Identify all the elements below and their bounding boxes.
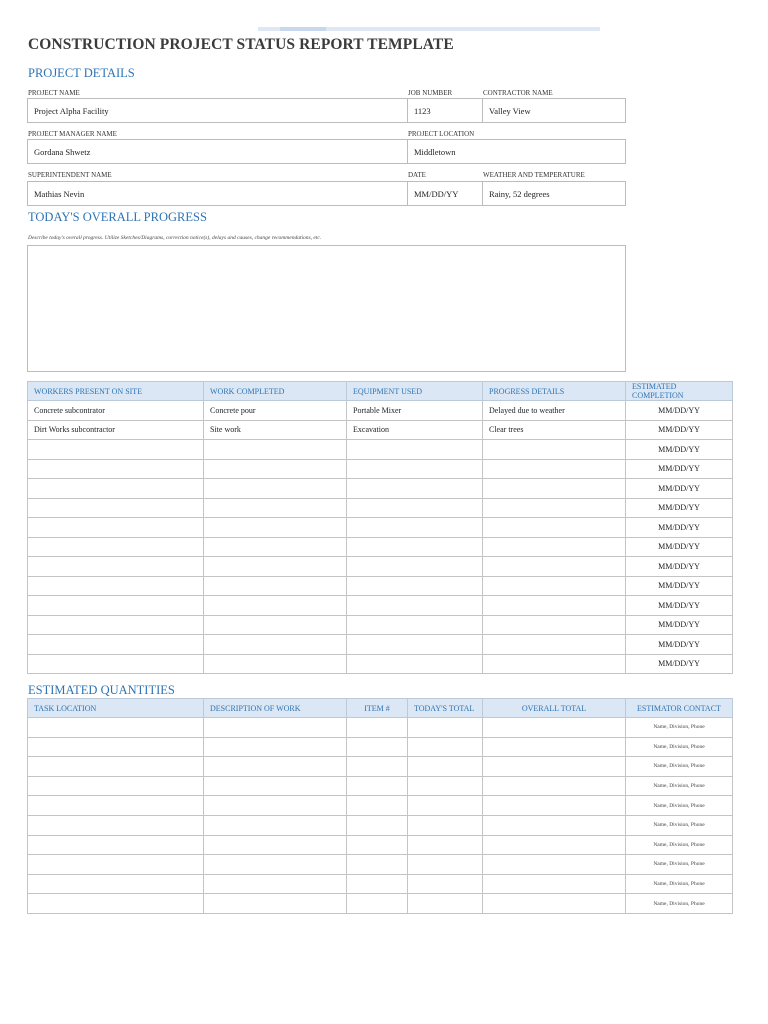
overall-total-cell[interactable] [483, 894, 626, 914]
overall-total-cell[interactable] [483, 796, 626, 816]
estimated-completion-cell[interactable]: MM/DD/YY [626, 654, 733, 674]
project-location-label: PROJECT LOCATION [408, 130, 475, 138]
estimator-contact-cell[interactable]: Name, Division, Phone [626, 874, 733, 894]
job-number-field[interactable]: 1123 [407, 98, 483, 123]
table-row [28, 815, 733, 835]
quantities-header-row [28, 699, 733, 718]
task-location-cell[interactable] [28, 776, 204, 796]
estimated-completion-cell[interactable]: MM/DD/YY [626, 576, 733, 596]
top-accent-segment [280, 27, 326, 31]
table-row [28, 737, 733, 757]
table-row [28, 459, 733, 479]
overall-total-cell[interactable] [483, 815, 626, 835]
description-cell[interactable] [204, 718, 347, 738]
overall-total-cell[interactable] [483, 835, 626, 855]
estimator-contact-cell[interactable]: Name, Division, Phone [626, 718, 733, 738]
estimated-completion-cell[interactable]: MM/DD/YY [626, 479, 733, 499]
item-number-cell[interactable] [347, 757, 408, 777]
todays-total-cell[interactable] [408, 718, 483, 738]
item-number-cell[interactable] [347, 835, 408, 855]
progress-details-cell[interactable] [483, 654, 626, 674]
table-row [28, 518, 733, 538]
table-row [28, 615, 733, 635]
equipment-cell[interactable] [347, 498, 483, 518]
project-manager-label: PROJECT MANAGER NAME [28, 130, 117, 138]
equipment-cell[interactable] [347, 518, 483, 538]
task-location-cell[interactable] [28, 835, 204, 855]
progress-details-cell[interactable] [483, 635, 626, 655]
progress-details-cell[interactable] [483, 479, 626, 499]
table-row [28, 855, 733, 875]
estimator-contact-cell[interactable]: Name, Division, Phone [626, 796, 733, 816]
table-row [28, 576, 733, 596]
item-number-cell[interactable] [347, 855, 408, 875]
top-accent-bar [258, 27, 600, 31]
work-completed-cell[interactable]: Concrete pour [204, 401, 347, 421]
worker-cell[interactable] [28, 557, 204, 577]
todays-total-cell[interactable] [408, 737, 483, 757]
project-manager-field[interactable]: Gordana Shwetz [27, 139, 408, 164]
work-completed-cell[interactable] [204, 440, 347, 460]
superintendent-label: SUPERINTENDENT NAME [28, 171, 112, 179]
project-location-field[interactable]: Middletown [407, 139, 626, 164]
item-number-cell[interactable] [347, 894, 408, 914]
estimator-contact-header: ESTIMATOR CONTACT [626, 699, 733, 718]
work-completed-header: WORK COMPLETED [204, 382, 347, 401]
work-completed-cell[interactable] [204, 459, 347, 479]
equipment-used-header: EQUIPMENT USED [347, 382, 483, 401]
project-details-heading: PROJECT DETAILS [28, 66, 135, 80]
equipment-cell[interactable] [347, 635, 483, 655]
table-row [28, 420, 733, 440]
overall-total-header: OVERALL TOTAL [483, 699, 626, 718]
table-row [28, 479, 733, 499]
worker-cell[interactable] [28, 537, 204, 557]
description-cell[interactable] [204, 737, 347, 757]
table-row [28, 835, 733, 855]
todays-total-cell[interactable] [408, 796, 483, 816]
estimated-completion-cell[interactable]: MM/DD/YY [626, 401, 733, 421]
workers-present-header: WORKERS PRESENT ON SITE [28, 382, 204, 401]
item-number-cell[interactable] [347, 718, 408, 738]
table-row [28, 776, 733, 796]
quantities-table [27, 698, 733, 914]
description-cell[interactable] [204, 796, 347, 816]
description-cell[interactable] [204, 874, 347, 894]
progress-details-cell[interactable] [483, 576, 626, 596]
overall-total-cell[interactable] [483, 737, 626, 757]
item-number-header: ITEM # [347, 699, 408, 718]
task-location-header: TASK LOCATION [28, 699, 204, 718]
todays-total-cell[interactable] [408, 757, 483, 777]
workers-table [27, 381, 733, 674]
progress-details-cell[interactable] [483, 440, 626, 460]
progress-details-cell[interactable] [483, 459, 626, 479]
estimator-contact-cell[interactable]: Name, Division, Phone [626, 776, 733, 796]
work-completed-cell[interactable] [204, 635, 347, 655]
estimated-completion-cell[interactable]: MM/DD/YY [626, 440, 733, 460]
worker-cell[interactable] [28, 576, 204, 596]
description-cell[interactable] [204, 835, 347, 855]
work-completed-cell[interactable] [204, 537, 347, 557]
table-row [28, 537, 733, 557]
estimator-contact-cell[interactable]: Name, Division, Phone [626, 894, 733, 914]
contractor-name-field[interactable]: Valley View [482, 98, 626, 123]
todays-total-cell[interactable] [408, 815, 483, 835]
progress-details-cell[interactable] [483, 498, 626, 518]
estimated-completion-header: ESTIMATED COMPLETION [626, 382, 733, 401]
equipment-cell[interactable] [347, 615, 483, 635]
description-cell[interactable] [204, 855, 347, 875]
work-completed-cell[interactable] [204, 596, 347, 616]
description-cell[interactable] [204, 894, 347, 914]
task-location-cell[interactable] [28, 815, 204, 835]
description-cell[interactable] [204, 757, 347, 777]
equipment-cell[interactable] [347, 440, 483, 460]
table-row [28, 654, 733, 674]
progress-details-cell[interactable]: Clear trees [483, 420, 626, 440]
equipment-cell[interactable] [347, 576, 483, 596]
overall-total-cell[interactable] [483, 855, 626, 875]
description-of-work-header: DESCRIPTION OF WORK [204, 699, 347, 718]
description-cell[interactable] [204, 776, 347, 796]
estimator-contact-cell[interactable]: Name, Division, Phone [626, 835, 733, 855]
superintendent-field[interactable]: Mathias Nevin [27, 181, 408, 206]
table-row [28, 557, 733, 577]
item-number-cell[interactable] [347, 874, 408, 894]
estimated-completion-cell[interactable]: MM/DD/YY [626, 596, 733, 616]
work-completed-cell[interactable] [204, 498, 347, 518]
weather-label: WEATHER AND TEMPERATURE [483, 171, 585, 179]
work-completed-cell[interactable] [204, 479, 347, 499]
estimated-completion-cell[interactable]: MM/DD/YY [626, 635, 733, 655]
table-row [28, 874, 733, 894]
project-name-label: PROJECT NAME [28, 89, 80, 97]
description-cell[interactable] [204, 815, 347, 835]
overall-total-cell[interactable] [483, 874, 626, 894]
overall-total-cell[interactable] [483, 776, 626, 796]
overall-total-cell[interactable] [483, 718, 626, 738]
estimator-contact-cell[interactable]: Name, Division, Phone [626, 737, 733, 757]
estimated-completion-cell[interactable]: MM/DD/YY [626, 498, 733, 518]
equipment-cell[interactable] [347, 596, 483, 616]
estimator-contact-cell[interactable]: Name, Division, Phone [626, 855, 733, 875]
task-location-cell[interactable] [28, 737, 204, 757]
work-completed-cell[interactable] [204, 518, 347, 538]
todays-total-cell[interactable] [408, 835, 483, 855]
weather-field[interactable]: Rainy, 52 degrees [482, 181, 626, 206]
task-location-cell[interactable] [28, 718, 204, 738]
todays-total-cell[interactable] [408, 894, 483, 914]
progress-details-cell[interactable] [483, 615, 626, 635]
progress-details-cell[interactable] [483, 518, 626, 538]
progress-details-cell[interactable] [483, 596, 626, 616]
item-number-cell[interactable] [347, 737, 408, 757]
table-row [28, 401, 733, 421]
task-location-cell[interactable] [28, 757, 204, 777]
equipment-cell[interactable]: Portable Mixer [347, 401, 483, 421]
table-row [28, 796, 733, 816]
task-location-cell[interactable] [28, 796, 204, 816]
worker-cell[interactable] [28, 615, 204, 635]
table-row [28, 718, 733, 738]
table-row [28, 440, 733, 460]
date-field[interactable]: MM/DD/YY [407, 181, 483, 206]
estimated-completion-cell[interactable]: MM/DD/YY [626, 537, 733, 557]
work-completed-cell[interactable] [204, 557, 347, 577]
work-completed-cell[interactable]: Site work [204, 420, 347, 440]
todays-total-cell[interactable] [408, 855, 483, 875]
overall-progress-description: Describe today's overall progress. Utilize Sketches/Diagrams, correction notice(s), delays and causes, change recommendations, etc. [28, 235, 322, 241]
worker-cell[interactable] [28, 596, 204, 616]
worker-cell[interactable] [28, 518, 204, 538]
item-number-cell[interactable] [347, 815, 408, 835]
estimated-completion-cell[interactable]: MM/DD/YY [626, 420, 733, 440]
estimator-contact-cell[interactable]: Name, Division, Phone [626, 815, 733, 835]
estimated-completion-cell[interactable]: MM/DD/YY [626, 557, 733, 577]
progress-details-header: PROGRESS DETAILS [483, 382, 626, 401]
date-label: DATE [408, 171, 426, 179]
contractor-name-label: CONTRACTOR NAME [483, 89, 553, 97]
table-row [28, 596, 733, 616]
item-number-cell[interactable] [347, 776, 408, 796]
project-name-field[interactable]: Project Alpha Facility [27, 98, 408, 123]
equipment-cell[interactable] [347, 537, 483, 557]
estimated-completion-cell[interactable]: MM/DD/YY [626, 518, 733, 538]
equipment-cell[interactable] [347, 654, 483, 674]
job-number-label: JOB NUMBER [408, 89, 453, 97]
equipment-cell[interactable] [347, 459, 483, 479]
overall-progress-textarea[interactable] [27, 245, 626, 372]
worker-cell[interactable]: Concrete subcontrator [28, 401, 204, 421]
worker-cell[interactable] [28, 635, 204, 655]
overall-total-cell[interactable] [483, 757, 626, 777]
progress-details-cell[interactable] [483, 557, 626, 577]
task-location-cell[interactable] [28, 874, 204, 894]
progress-details-cell[interactable] [483, 537, 626, 557]
todays-total-cell[interactable] [408, 874, 483, 894]
workers-header-row [28, 382, 733, 401]
table-row [28, 757, 733, 777]
estimated-quantities-heading: ESTIMATED QUANTITIES [28, 683, 175, 697]
estimated-completion-cell[interactable]: MM/DD/YY [626, 615, 733, 635]
task-location-cell[interactable] [28, 894, 204, 914]
equipment-cell[interactable]: Excavation [347, 420, 483, 440]
table-row [28, 894, 733, 914]
equipment-cell[interactable] [347, 479, 483, 499]
overall-progress-heading: TODAY'S OVERALL PROGRESS [28, 210, 207, 224]
work-completed-cell[interactable] [204, 654, 347, 674]
worker-cell[interactable] [28, 440, 204, 460]
task-location-cell[interactable] [28, 855, 204, 875]
worker-cell[interactable] [28, 479, 204, 499]
worker-cell[interactable]: Dirt Works subcontractor [28, 420, 204, 440]
table-row [28, 498, 733, 518]
worker-cell[interactable] [28, 459, 204, 479]
progress-details-cell[interactable]: Delayed due to weather [483, 401, 626, 421]
todays-total-cell[interactable] [408, 776, 483, 796]
worker-cell[interactable] [28, 654, 204, 674]
todays-total-header: TODAY'S TOTAL [408, 699, 483, 718]
work-completed-cell[interactable] [204, 576, 347, 596]
item-number-cell[interactable] [347, 796, 408, 816]
equipment-cell[interactable] [347, 557, 483, 577]
work-completed-cell[interactable] [204, 615, 347, 635]
estimated-completion-cell[interactable]: MM/DD/YY [626, 459, 733, 479]
table-row [28, 635, 733, 655]
worker-cell[interactable] [28, 498, 204, 518]
estimator-contact-cell[interactable]: Name, Division, Phone [626, 757, 733, 777]
page-title: CONSTRUCTION PROJECT STATUS REPORT TEMPLATE [28, 36, 454, 53]
